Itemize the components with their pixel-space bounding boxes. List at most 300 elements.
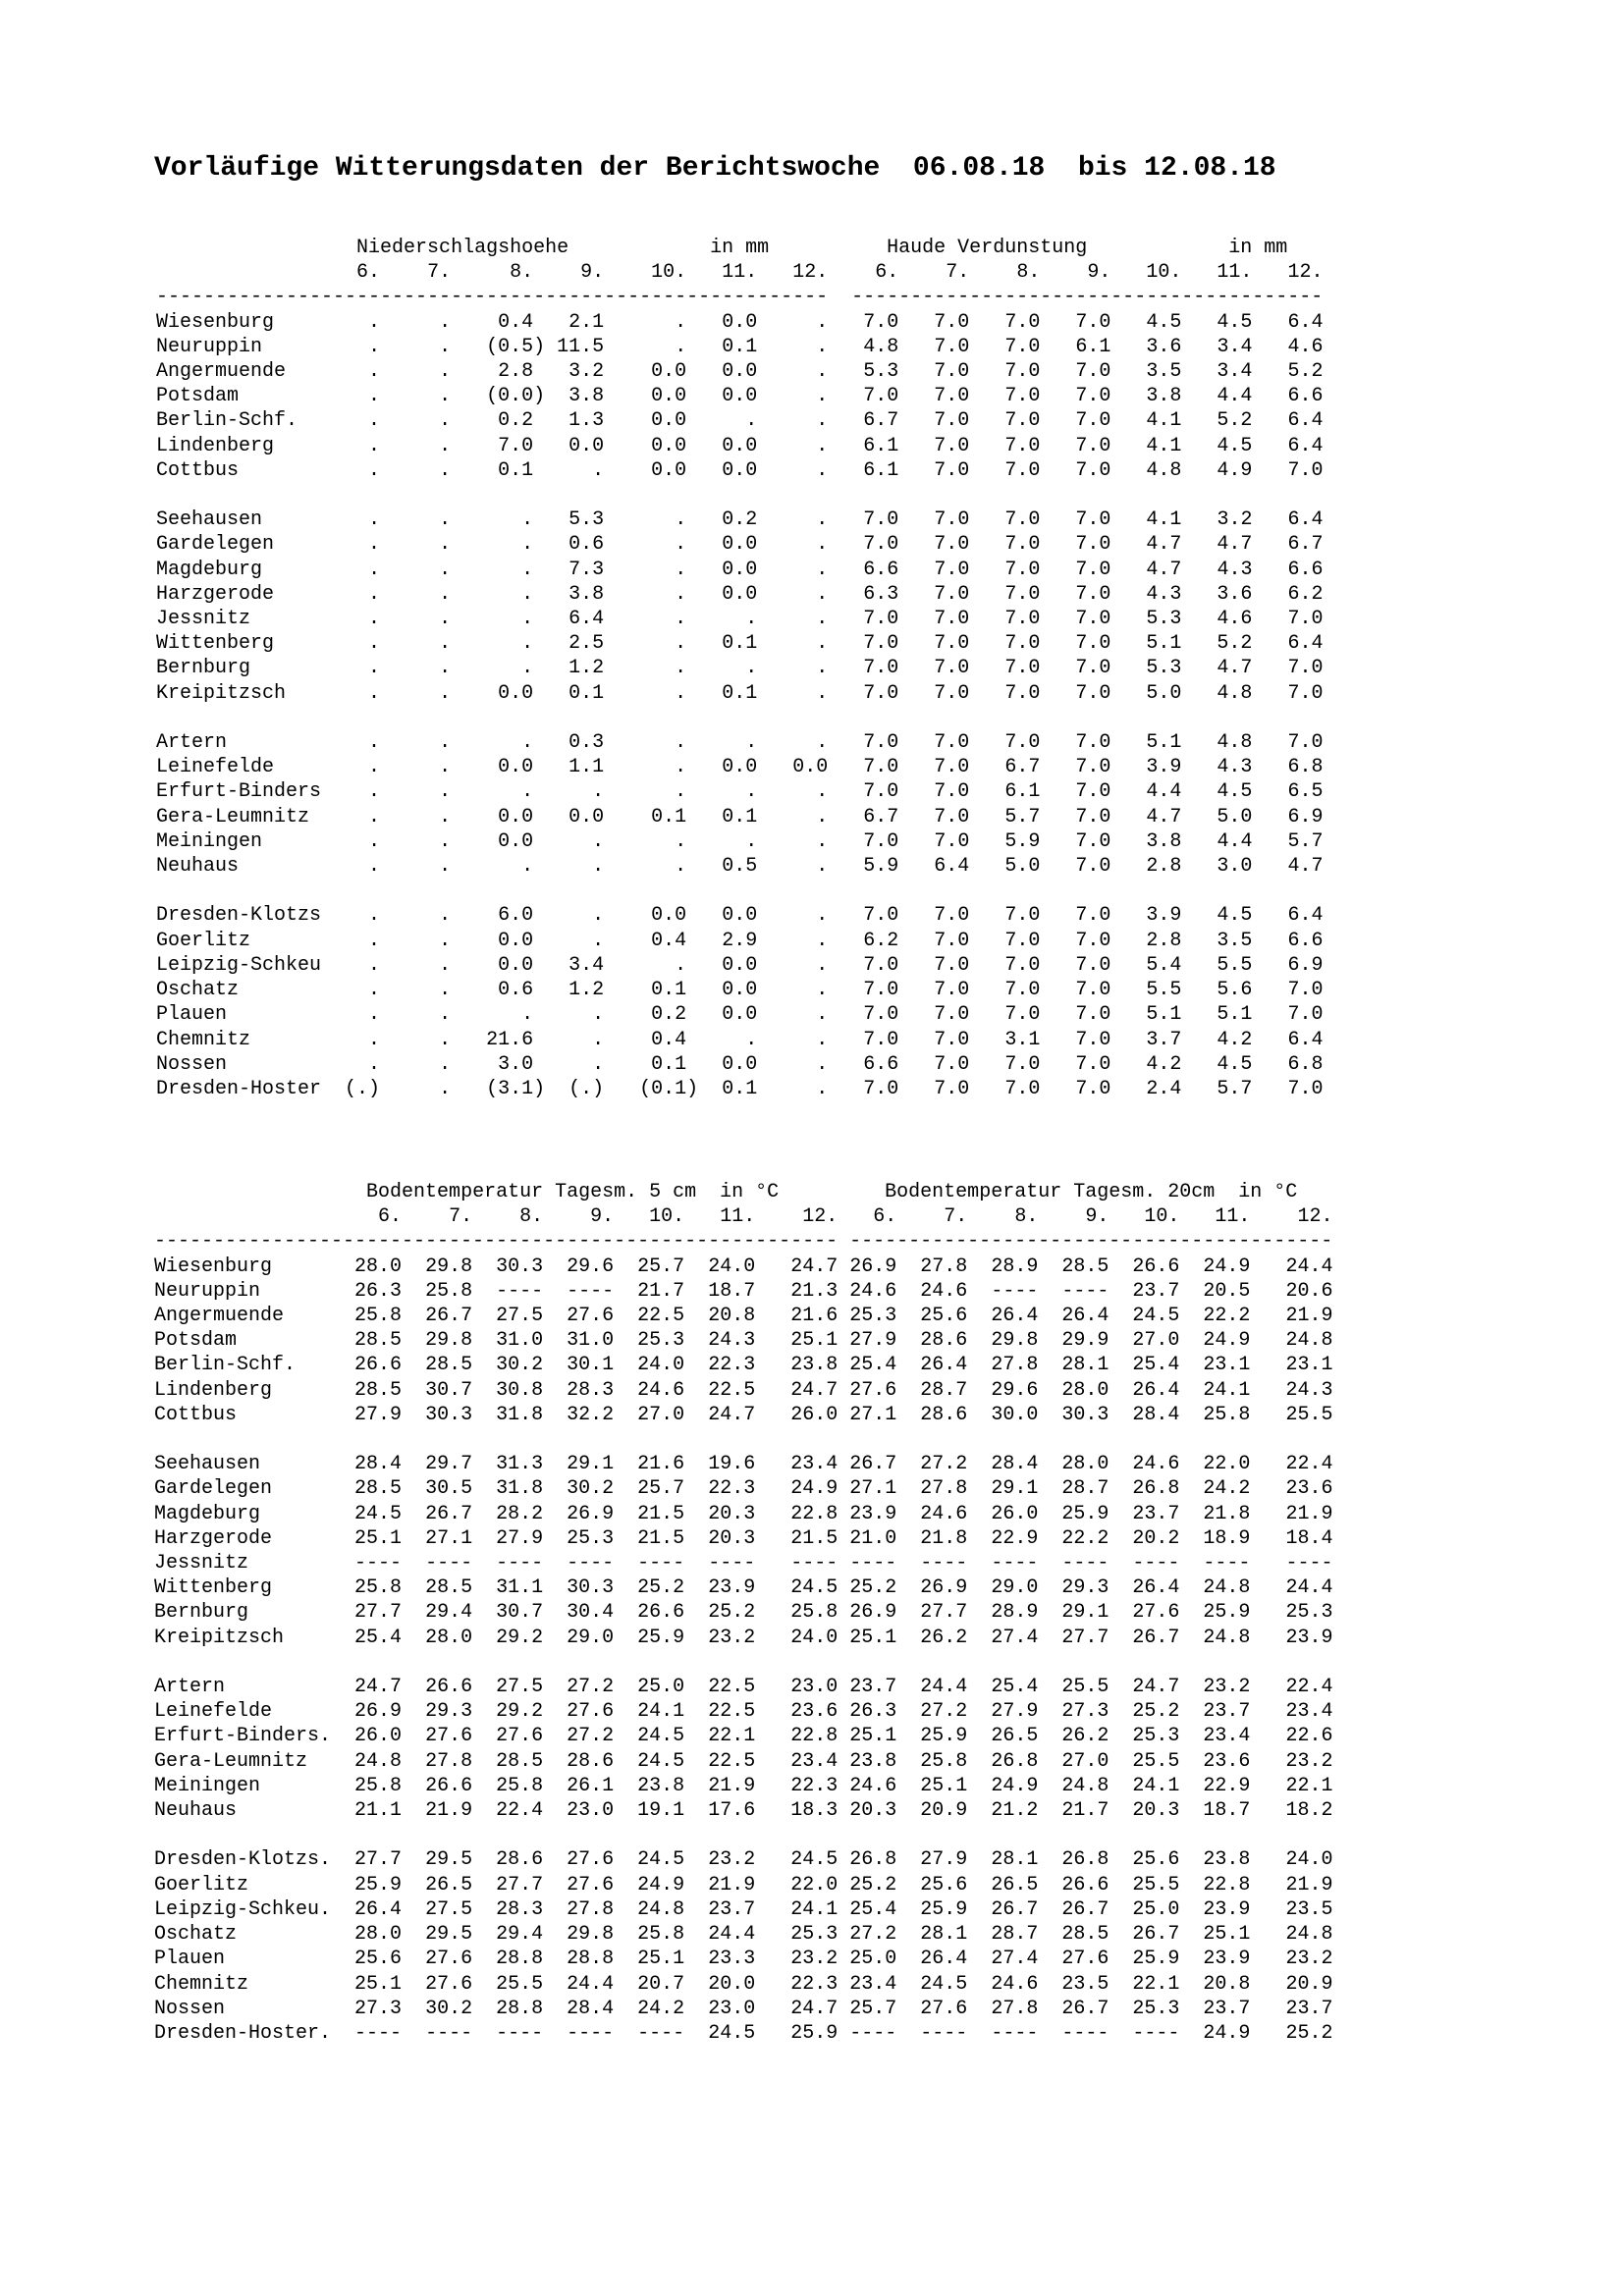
- value-cell: 3.6: [1217, 582, 1253, 606]
- value-cell: 29.3: [1061, 1576, 1109, 1600]
- value-cell: .: [816, 1077, 829, 1100]
- table-row: [156, 583, 1323, 606]
- value-cell: 22.2: [1203, 1305, 1251, 1328]
- table-row: [154, 1923, 1332, 1946]
- value-cell: 4.6: [1287, 335, 1324, 358]
- table-row: [156, 930, 1323, 952]
- value-cell: 24.4: [708, 1923, 756, 1947]
- table-row: [154, 1552, 1332, 1575]
- value-cell: 24.7: [790, 1378, 839, 1402]
- right-title: Haude Verdunstung: [887, 237, 1088, 259]
- table-row: [156, 1078, 1323, 1100]
- value-cell: 25.5: [1132, 1873, 1180, 1896]
- value-cell: 24.0: [1285, 1848, 1333, 1872]
- value-cell: .: [592, 780, 605, 804]
- value-cell: 21.5: [637, 1502, 685, 1525]
- value-cell: 24.6: [920, 1279, 968, 1303]
- value-cell: (.): [568, 1077, 605, 1100]
- value-cell: 31.1: [496, 1576, 544, 1600]
- value-cell: .: [816, 608, 829, 631]
- value-cell: 5.2: [1217, 409, 1253, 433]
- value-cell: 21.9: [1285, 1502, 1333, 1525]
- value-cell: 0.1: [651, 805, 687, 828]
- station-name: Magdeburg: [154, 1502, 261, 1525]
- value-cell: 21.9: [1285, 1305, 1333, 1328]
- value-cell: .: [439, 310, 452, 334]
- value-cell: 4.5: [1146, 310, 1182, 334]
- value-cell: 28.5: [354, 1378, 403, 1402]
- value-cell: 0.0: [722, 1052, 758, 1076]
- value-cell: 25.2: [637, 1576, 685, 1600]
- value-cell: 24.9: [790, 1477, 839, 1501]
- value-cell: 25.0: [637, 1676, 685, 1699]
- value-cell: 24.1: [637, 1700, 685, 1724]
- station-name: Plauen: [154, 1948, 226, 1971]
- value-cell: 7.0: [863, 780, 899, 804]
- value-cell: 24.8: [354, 1749, 403, 1773]
- value-cell: 22.5: [708, 1676, 756, 1699]
- value-cell: 4.3: [1217, 558, 1253, 581]
- station-name: Gera-Leumnitz: [156, 805, 310, 828]
- value-cell: 7.0: [1004, 360, 1041, 384]
- table-row: [154, 1601, 1332, 1624]
- value-cell: 6.8: [1287, 756, 1324, 779]
- value-cell: ----: [1132, 2021, 1180, 2045]
- value-cell: .: [439, 409, 452, 433]
- value-cell: 7.0: [1075, 632, 1111, 656]
- value-cell: .: [675, 508, 687, 532]
- value-cell: .: [816, 855, 829, 879]
- value-cell: 0.1: [722, 681, 758, 705]
- value-cell: 22.6: [1285, 1725, 1333, 1748]
- value-cell: 0.0: [651, 458, 687, 482]
- value-cell: 7.0: [1075, 582, 1111, 606]
- value-cell: 23.7: [1132, 1279, 1180, 1303]
- value-cell: 23.8: [849, 1749, 897, 1773]
- value-cell: 22.1: [1132, 1972, 1180, 1996]
- value-cell: 6.6: [1287, 558, 1324, 581]
- value-cell: .: [368, 632, 381, 656]
- value-cell: 28.5: [1061, 1923, 1109, 1947]
- value-cell: ----: [567, 1279, 615, 1303]
- station-name: Nossen: [154, 1997, 226, 2020]
- station-name: Neuhaus: [156, 855, 240, 879]
- value-cell: ----: [496, 1552, 544, 1575]
- station-name: Oschatz: [156, 979, 240, 1002]
- value-cell: 24.2: [637, 1997, 685, 2020]
- day-header-right: 10.: [1144, 1205, 1180, 1229]
- table-row: [154, 1700, 1332, 1723]
- value-cell: 7.0: [1075, 409, 1111, 433]
- value-cell: 0.4: [498, 310, 534, 334]
- value-cell: .: [368, 385, 381, 408]
- value-cell: 7.0: [1075, 780, 1111, 804]
- value-cell: 30.2: [425, 1997, 473, 2020]
- value-cell: 22.8: [790, 1502, 839, 1525]
- value-cell: 25.6: [1132, 1848, 1180, 1872]
- value-cell: 29.6: [991, 1378, 1039, 1402]
- value-cell: 32.2: [567, 1403, 615, 1426]
- value-cell: 26.7: [991, 1897, 1039, 1921]
- value-cell: 7.0: [1075, 756, 1111, 779]
- station-name: Lindenberg: [156, 434, 275, 457]
- value-cell: 26.2: [1061, 1725, 1109, 1748]
- value-cell: 26.0: [991, 1502, 1039, 1525]
- station-name: Oschatz: [154, 1923, 238, 1947]
- value-cell: 27.9: [920, 1848, 968, 1872]
- value-cell: 3.0: [1217, 855, 1253, 879]
- table-row: [156, 336, 1323, 358]
- value-cell: 7.0: [934, 558, 970, 581]
- table-row: [154, 1725, 1332, 1747]
- value-cell: 20.5: [1203, 1279, 1251, 1303]
- value-cell: 3.2: [1217, 508, 1253, 532]
- value-cell: .: [592, 829, 605, 853]
- value-cell: 23.0: [790, 1676, 839, 1699]
- value-cell: 23.8: [637, 1774, 685, 1797]
- value-cell: 7.0: [934, 409, 970, 433]
- table-row: [156, 806, 1323, 828]
- value-cell: 23.8: [790, 1354, 839, 1377]
- value-cell: .: [368, 533, 381, 557]
- value-cell: 27.6: [849, 1378, 897, 1402]
- value-cell: ----: [354, 2021, 403, 2045]
- value-cell: 26.1: [567, 1774, 615, 1797]
- value-cell: 24.6: [637, 1378, 685, 1402]
- value-cell: 7.0: [1004, 608, 1041, 631]
- value-cell: 25.5: [1061, 1676, 1109, 1699]
- day-header-left: 8.: [519, 1205, 544, 1229]
- value-cell: .: [675, 731, 687, 755]
- value-cell: 2.4: [1146, 1077, 1182, 1100]
- value-cell: 4.7: [1146, 533, 1182, 557]
- value-cell: 7.0: [1004, 533, 1041, 557]
- value-cell: 4.1: [1146, 508, 1182, 532]
- value-cell: 4.1: [1146, 434, 1182, 457]
- value-cell: 7.0: [934, 681, 970, 705]
- value-cell: ----: [1203, 1552, 1251, 1575]
- value-cell: .: [439, 533, 452, 557]
- value-cell: .: [439, 805, 452, 828]
- value-cell: 24.9: [991, 1774, 1039, 1797]
- station-name: Chemnitz: [156, 1028, 251, 1051]
- value-cell: 5.2: [1217, 632, 1253, 656]
- station-name: Leipzig-Schkeu.: [154, 1897, 332, 1921]
- value-cell: 25.9: [920, 1725, 968, 1748]
- value-cell: 7.0: [1004, 632, 1041, 656]
- value-cell: 24.9: [637, 1873, 685, 1896]
- value-cell: 28.4: [567, 1997, 615, 2020]
- right-unit: in °C: [1238, 1181, 1298, 1203]
- value-cell: 27.5: [496, 1305, 544, 1328]
- table-row: [156, 731, 1323, 754]
- value-cell: 7.0: [934, 829, 970, 853]
- value-cell: 23.5: [1061, 1972, 1109, 1996]
- day-header-left: 11.: [720, 1205, 756, 1229]
- value-cell: 26.8: [991, 1749, 1039, 1773]
- value-cell: 28.4: [991, 1453, 1039, 1476]
- value-cell: 23.4: [790, 1749, 839, 1773]
- value-cell: 28.1: [991, 1848, 1039, 1872]
- value-cell: .: [521, 558, 534, 581]
- value-cell: 4.6: [1217, 608, 1253, 631]
- value-cell: 25.1: [920, 1774, 968, 1797]
- value-cell: 25.4: [991, 1676, 1039, 1699]
- value-cell: 27.6: [1132, 1601, 1180, 1625]
- value-cell: 7.0: [934, 904, 970, 928]
- value-cell: .: [439, 632, 452, 656]
- value-cell: 7.0: [1075, 805, 1111, 828]
- value-cell: 7.0: [1287, 1003, 1324, 1027]
- value-cell: 22.4: [1285, 1453, 1333, 1476]
- value-cell: 27.2: [567, 1676, 615, 1699]
- value-cell: 27.1: [425, 1526, 473, 1550]
- station-name: Gardelegen: [154, 1477, 273, 1501]
- value-cell: 5.3: [568, 508, 605, 532]
- value-cell: 6.4: [1287, 409, 1324, 433]
- table-row: [154, 1848, 1332, 1871]
- station-name: Dresden-Klotzs: [156, 904, 322, 928]
- table-row: [156, 533, 1323, 556]
- value-cell: 7.0: [934, 953, 970, 977]
- value-cell: ----: [1061, 1552, 1109, 1575]
- value-cell: 7.0: [1004, 558, 1041, 581]
- value-cell: .: [439, 979, 452, 1002]
- value-cell: 31.3: [496, 1453, 544, 1476]
- value-cell: 4.8: [1217, 731, 1253, 755]
- value-cell: .: [745, 608, 758, 631]
- value-cell: ----: [708, 1552, 756, 1575]
- value-cell: 7.0: [1004, 904, 1041, 928]
- value-cell: 20.3: [708, 1502, 756, 1525]
- value-cell: 7.0: [1075, 533, 1111, 557]
- value-cell: 22.5: [708, 1700, 756, 1724]
- value-cell: .: [368, 805, 381, 828]
- value-cell: 7.0: [1075, 508, 1111, 532]
- value-cell: .: [439, 953, 452, 977]
- value-cell: .: [368, 360, 381, 384]
- value-cell: 20.6: [1285, 1279, 1333, 1303]
- value-cell: 0.2: [722, 508, 758, 532]
- value-cell: .: [439, 582, 452, 606]
- value-cell: 20.8: [708, 1305, 756, 1328]
- station-name: Leinefelde: [156, 756, 275, 779]
- value-cell: 24.6: [849, 1279, 897, 1303]
- value-cell: 22.1: [708, 1725, 756, 1748]
- value-cell: ----: [991, 1552, 1039, 1575]
- value-cell: 23.9: [1285, 1626, 1333, 1649]
- value-cell: ----: [354, 1552, 403, 1575]
- left-title: Niederschlagshoehe: [356, 237, 569, 259]
- value-cell: 28.5: [425, 1576, 473, 1600]
- value-cell: ----: [496, 1279, 544, 1303]
- value-cell: .: [816, 1052, 829, 1076]
- value-cell: 25.3: [1132, 1997, 1180, 2020]
- table-row: [156, 360, 1323, 383]
- value-cell: 24.5: [354, 1502, 403, 1525]
- value-cell: 7.0: [934, 385, 970, 408]
- value-cell: 7.0: [934, 582, 970, 606]
- value-cell: 0.0: [722, 582, 758, 606]
- table-row: [156, 954, 1323, 977]
- value-cell: 7.0: [1287, 681, 1324, 705]
- day-header-right: 11.: [1215, 1205, 1251, 1229]
- value-cell: 7.0: [1287, 657, 1324, 680]
- value-cell: 27.2: [849, 1923, 897, 1947]
- value-cell: .: [816, 657, 829, 680]
- value-cell: 0.0: [498, 929, 534, 952]
- value-cell: 6.6: [1287, 385, 1324, 408]
- value-cell: 0.5: [722, 855, 758, 879]
- value-cell: .: [368, 434, 381, 457]
- value-cell: 26.5: [991, 1725, 1039, 1748]
- value-cell: 2.8: [498, 360, 534, 384]
- station-name: Artern: [154, 1676, 226, 1699]
- value-cell: 7.0: [1287, 731, 1324, 755]
- value-cell: .: [368, 1003, 381, 1027]
- station-name: Seehausen: [154, 1453, 261, 1476]
- value-cell: 30.3: [1061, 1403, 1109, 1426]
- value-cell: .: [816, 829, 829, 853]
- value-cell: 25.8: [425, 1279, 473, 1303]
- value-cell: .: [368, 780, 381, 804]
- value-cell: .: [816, 310, 829, 334]
- table-row: [156, 459, 1323, 482]
- value-cell: 25.5: [1132, 1749, 1180, 1773]
- value-cell: 24.8: [1061, 1774, 1109, 1797]
- value-cell: 22.9: [991, 1526, 1039, 1550]
- value-cell: 29.1: [1061, 1601, 1109, 1625]
- value-cell: .: [368, 1052, 381, 1076]
- value-cell: 26.4: [991, 1305, 1039, 1328]
- table-row: [154, 1627, 1332, 1649]
- value-cell: ----: [790, 1552, 839, 1575]
- value-cell: 28.5: [496, 1749, 544, 1773]
- value-cell: 7.0: [1075, 731, 1111, 755]
- value-cell: 30.4: [567, 1601, 615, 1625]
- table-row: [154, 1948, 1332, 1970]
- value-cell: 0.0: [651, 409, 687, 433]
- value-cell: 0.0: [722, 385, 758, 408]
- value-cell: 27.6: [567, 1848, 615, 1872]
- value-cell: 0.0: [498, 756, 534, 779]
- value-cell: 27.2: [920, 1453, 968, 1476]
- value-cell: 7.0: [934, 608, 970, 631]
- value-cell: 6.1: [1075, 335, 1111, 358]
- value-cell: 26.9: [849, 1601, 897, 1625]
- value-cell: 26.6: [425, 1676, 473, 1699]
- station-name: Wittenberg: [156, 632, 275, 656]
- value-cell: (0.1): [639, 1077, 699, 1100]
- value-cell: 6.4: [1287, 1028, 1324, 1051]
- value-cell: 7.0: [934, 310, 970, 334]
- day-header-left: 10.: [649, 1205, 685, 1229]
- value-cell: 23.3: [708, 1948, 756, 1971]
- day-header-right: 12.: [1297, 1205, 1333, 1229]
- value-cell: 7.0: [863, 953, 899, 977]
- table-row: [154, 2022, 1332, 2045]
- value-cell: 1.3: [568, 409, 605, 433]
- value-cell: 25.3: [790, 1923, 839, 1947]
- day-header-right: 6.: [873, 1205, 897, 1229]
- value-cell: .: [816, 681, 829, 705]
- value-cell: 25.9: [354, 1873, 403, 1896]
- value-cell: .: [816, 558, 829, 581]
- value-cell: 19.1: [637, 1799, 685, 1823]
- value-cell: 24.4: [920, 1676, 968, 1699]
- value-cell: .: [521, 855, 534, 879]
- station-name: Wiesenburg: [154, 1255, 273, 1278]
- value-cell: 0.1: [722, 805, 758, 828]
- soil-temperature-table: [154, 1180, 1332, 2046]
- value-cell: 21.8: [1203, 1502, 1251, 1525]
- value-cell: 23.6: [790, 1700, 839, 1724]
- value-cell: 29.4: [496, 1923, 544, 1947]
- value-cell: 7.0: [863, 904, 899, 928]
- value-cell: 3.4: [1217, 335, 1253, 358]
- value-cell: 0.1: [722, 335, 758, 358]
- value-cell: 23.9: [1203, 1897, 1251, 1921]
- value-cell: 7.0: [1075, 929, 1111, 952]
- value-cell: .: [368, 657, 381, 680]
- value-cell: 26.9: [920, 1576, 968, 1600]
- table-row: [156, 409, 1323, 432]
- value-cell: 24.5: [790, 1576, 839, 1600]
- value-cell: ----: [637, 2021, 685, 2045]
- value-cell: 7.0: [863, 1003, 899, 1027]
- value-cell: 21.5: [790, 1526, 839, 1550]
- value-cell: 25.7: [849, 1997, 897, 2020]
- value-cell: 0.0: [722, 953, 758, 977]
- value-cell: 20.9: [920, 1799, 968, 1823]
- value-cell: 27.6: [496, 1725, 544, 1748]
- value-cell: 5.1: [1217, 1003, 1253, 1027]
- value-cell: 23.1: [1203, 1354, 1251, 1377]
- value-cell: 28.0: [354, 1923, 403, 1947]
- value-cell: 27.9: [991, 1700, 1039, 1724]
- value-cell: .: [816, 632, 829, 656]
- value-cell: 31.0: [567, 1329, 615, 1353]
- value-cell: 28.4: [1132, 1403, 1180, 1426]
- value-cell: 28.3: [496, 1897, 544, 1921]
- value-cell: .: [368, 582, 381, 606]
- value-cell: 3.8: [1146, 829, 1182, 853]
- value-cell: .: [592, 1028, 605, 1051]
- value-cell: .: [816, 805, 829, 828]
- value-cell: .: [675, 310, 687, 334]
- value-cell: .: [521, 533, 534, 557]
- table-row: [154, 1280, 1332, 1303]
- value-cell: 30.8: [496, 1378, 544, 1402]
- value-cell: .: [675, 533, 687, 557]
- value-cell: ----: [1061, 2021, 1109, 2045]
- precipitation-evaporation-table: [156, 236, 1323, 1101]
- value-cell: ----: [425, 2021, 473, 2045]
- value-cell: .: [675, 780, 687, 804]
- value-cell: 24.3: [708, 1329, 756, 1353]
- value-cell: .: [368, 508, 381, 532]
- value-cell: 21.9: [1285, 1873, 1333, 1896]
- value-cell: .: [816, 458, 829, 482]
- value-cell: .: [675, 608, 687, 631]
- value-cell: 21.7: [637, 1279, 685, 1303]
- value-cell: 23.4: [790, 1453, 839, 1476]
- value-cell: 25.8: [790, 1601, 839, 1625]
- value-cell: 22.4: [1285, 1676, 1333, 1699]
- day-header-left: 11.: [722, 261, 758, 285]
- value-cell: 24.5: [637, 1725, 685, 1748]
- table-row: [156, 559, 1323, 581]
